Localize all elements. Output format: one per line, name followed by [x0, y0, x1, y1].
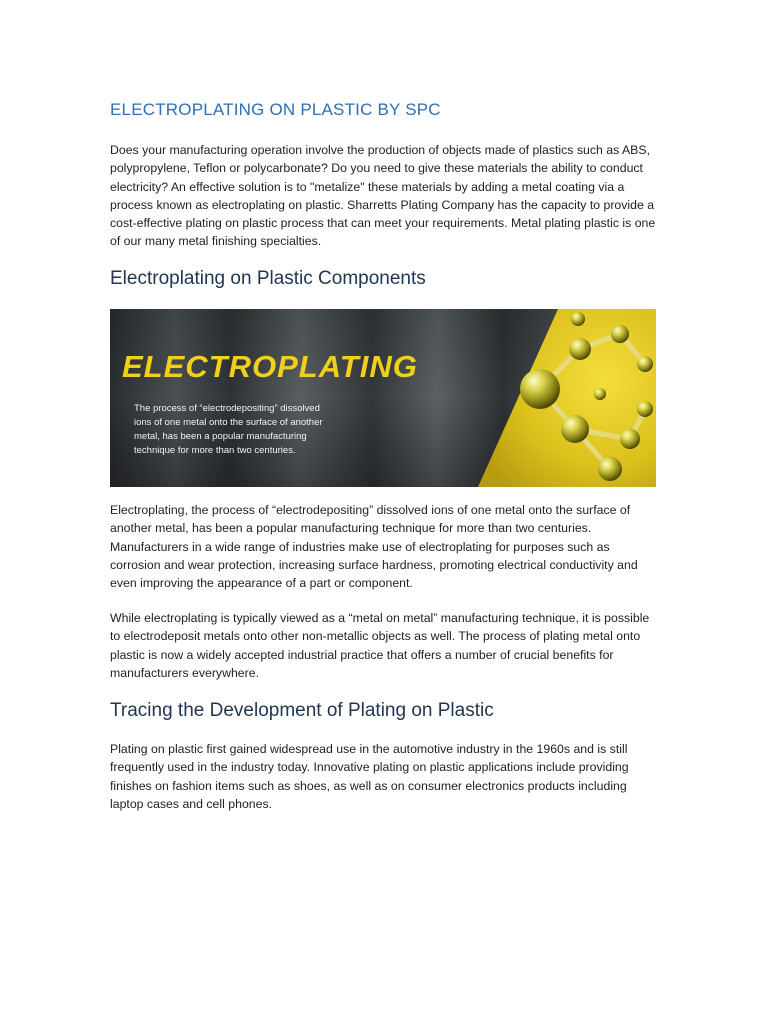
banner-caption-line: technique for more than two centuries.: [134, 445, 296, 456]
metal-on-metal-paragraph: While electroplating is typically viewed as a “metal on metal” manufacturing technique, it is possible to electrodeposit metals onto other non-metallic objects as well. The process of plating metal onto plastic is now a widely accepted industrial practice that offers a number of crucial benefits for manufacturers everywhere.: [110, 611, 650, 680]
electroplating-banner-image: [110, 309, 656, 487]
banner-heading: ELECTROPLATING: [122, 349, 418, 384]
section-heading-development: Tracing the Development of Plating on Plastic: [110, 700, 494, 721]
banner-caption-line: metal, has been a popular manufacturing: [134, 431, 307, 442]
document-title: ELECTROPLATING ON PLASTIC BY SPC: [110, 100, 441, 119]
intro-paragraph: Does your manufacturing operation involve the production of objects made of plastics such as ABS, polypropylene, Teflon or polycarbonate? Do you need to give these materials the ability to conduct electricity? An effective solution is to "metalize" these materials by adding a metal coating via a process known as electroplating on plastic. Sharretts Plating Company has the capacity to provide a cost-effective plating on plastic process that can meet your requirements. Metal plating plastic is one of our many metal finishing specialties.: [110, 143, 656, 249]
electroplating-definition-paragraph: Electroplating, the process of “electrodepositing” dissolved ions of one metal onto the surface of another metal, has been a popular manufacturing technique for more than two centuries. Manufacturers in a wide range of industries make use of electroplating for purposes such as corrosion and wear protection, increasing surface hardness, promoting electrical conductivity and even improving the appearance of a part or component.: [110, 503, 638, 591]
banner-caption-line: ions of one metal onto the surface of another: [134, 417, 323, 428]
section-heading-components: Electroplating on Plastic Components: [110, 268, 426, 289]
banner-caption-line: The process of “electrodepositing” dissolved: [134, 403, 320, 414]
development-paragraph: Plating on plastic first gained widespread use in the automotive industry in the 1960s and is still frequently used in the industry today. Innovative plating on plastic applications include providing finishes on fashion items such as shoes, as well as on consumer electronics products including laptop cases and cell phones.: [110, 742, 629, 811]
